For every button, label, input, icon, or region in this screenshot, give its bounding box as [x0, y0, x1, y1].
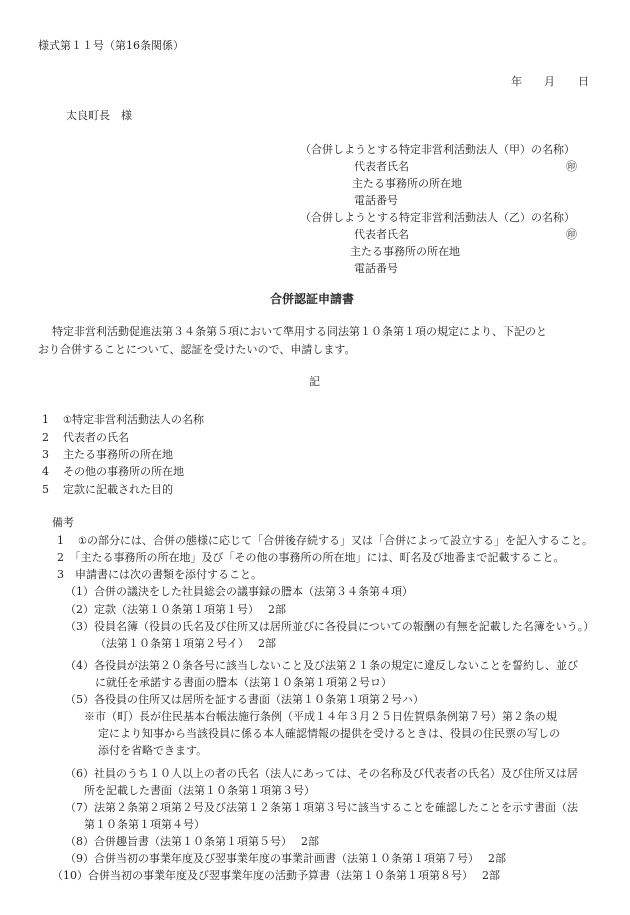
applicant-a-rep-label: 代表者氏名 — [354, 160, 409, 173]
attachment-6-cont: 所を記載した書面（法第１０条第１項第３号） — [84, 784, 315, 797]
addressee: 太良町長 様 — [66, 109, 132, 122]
applicant-b-phone-label: 電話番号 — [354, 262, 398, 275]
note-text: の部分には、合併の態様に応じて「合併後存続する」又は「合併によって設立する」を記入すること。 — [86, 534, 593, 547]
list-item — [42, 430, 129, 445]
date-day: 日 — [578, 75, 589, 88]
note-number: 1 — [57, 534, 64, 547]
list-item — [42, 482, 173, 497]
item-number: 5 — [42, 483, 49, 496]
item-text: 代表者の氏名 — [63, 431, 129, 444]
date-month: 月 — [544, 75, 555, 88]
attachment-5-note-cont-2: 添付を省略できます。 — [98, 744, 208, 757]
circled-one-mark: ① — [78, 536, 87, 547]
item-number: 3 — [42, 448, 49, 461]
item-number: 2 — [42, 431, 49, 444]
attachment-6: （6）社員のうち１０人以上の者の氏名（法人にあっては、その名称及び代表者の氏名）及び住所又は居 — [65, 767, 578, 780]
form-number: 様式第１１号（第16条関係） — [38, 39, 184, 52]
applicant-b-office-label: 主たる事務所の所在地 — [350, 245, 460, 258]
note-3: 3 申請書には次の書類を添付すること。 — [57, 568, 262, 581]
item-text: 定款に記載された目的 — [63, 483, 173, 496]
item-text: 主たる事務所の所在地 — [63, 448, 173, 461]
applicant-a-name-label: （合併しようとする特定非営利活動法人（甲）の名称） — [300, 143, 575, 156]
attachment-1: （1）合併の議決をした社員総会の議事録の謄本（法第３４条第４項） — [65, 585, 413, 598]
circled-one-mark: ① — [63, 415, 72, 426]
attachment-7: （7）法第２条第２項第２号及び法第１２条第１項第３号に該当することを確認したことを示す書面（法 — [65, 801, 578, 814]
attachment-7-cont: 第１０条第１項第４号） — [84, 818, 205, 831]
attachment-5-note-cont-1: 定により知事から当該役員に係る本人確認情報の提供を受けるときは、役員の住民票の写しの — [98, 727, 560, 740]
note-1 — [57, 533, 593, 548]
item-number: 1 — [42, 413, 49, 426]
list-item — [42, 464, 184, 479]
ki-label: 記 — [309, 375, 320, 388]
attachment-5-note: ※市（町）長が住民基本台帳法施行条例（平成１４年３月２５日佐賀県条例第７号）第２条の規 — [84, 710, 557, 723]
attachment-4-cont: に就任を承諾する書面の謄本（法第１０条第１項第２号ロ） — [95, 676, 392, 689]
applicant-b-name-label: （合併しようとする特定非営利活動法人（乙）の名称） — [300, 211, 575, 224]
attachment-2: （2）定款（法第１０条第１項第１号） 2部 — [65, 603, 286, 616]
item-text: その他の事務所の所在地 — [63, 465, 184, 478]
applicant-b-rep-label: 代表者氏名 — [354, 228, 409, 241]
attachment-8: （8）合併趣旨書（法第１０条第１項第５号） 2部 — [65, 835, 319, 848]
document-title: 合併認証申請書 — [270, 292, 355, 306]
attachment-3: （3）役員名簿（役員の氏名及び住所又は居所並びに各役員についての報酬の有無を記載した名簿をいう。） — [65, 620, 595, 633]
attachment-5: （5）各役員の住所又は居所を証する書面（法第１０条第１項第２号ハ） — [65, 693, 424, 706]
item-text: 特定非営利活動法人の名称 — [71, 413, 204, 426]
notes-heading: 備考 — [52, 516, 74, 529]
date-year: 年 — [511, 75, 522, 88]
attachment-3-cont: （法第１０条第１項第２号イ） 2部 — [95, 637, 276, 650]
attachment-9: （9）合併当初の事業年度及び翌事業年度の事業計画書（法第１０条第１項第７号） 2部 — [65, 852, 506, 865]
attachment-10: （10）合併当初の事業年度及び翌事業年度の活動予算書（法第１０条第１項第８号） 2部 — [52, 869, 500, 882]
list-item — [42, 447, 173, 462]
item-number: 4 — [42, 465, 49, 478]
applicant-b-seal: ㊞ — [566, 228, 577, 241]
attachment-4: （4）各役員が法第２０条各号に該当しないこと及び法第２１条の規定に違反しないことを誓約し、並び — [65, 659, 578, 672]
body-line-2: おり合併することについて、認証を受けたいので、申請します。 — [38, 343, 356, 356]
note-2: 2 「主たる事務所の所在地」及び「その他の事務所の所在地」には、町名及び地番まで記載すること。 — [57, 551, 565, 564]
applicant-a-office-label: 主たる事務所の所在地 — [352, 177, 462, 190]
list-item — [42, 412, 204, 427]
applicant-a-seal: ㊞ — [566, 160, 577, 173]
body-line-1: 特定非営利活動促進法第３４条第５項において準用する同法第１０条第１項の規定により、下記のと — [52, 325, 547, 338]
applicant-a-phone-label: 電話番号 — [354, 194, 398, 207]
